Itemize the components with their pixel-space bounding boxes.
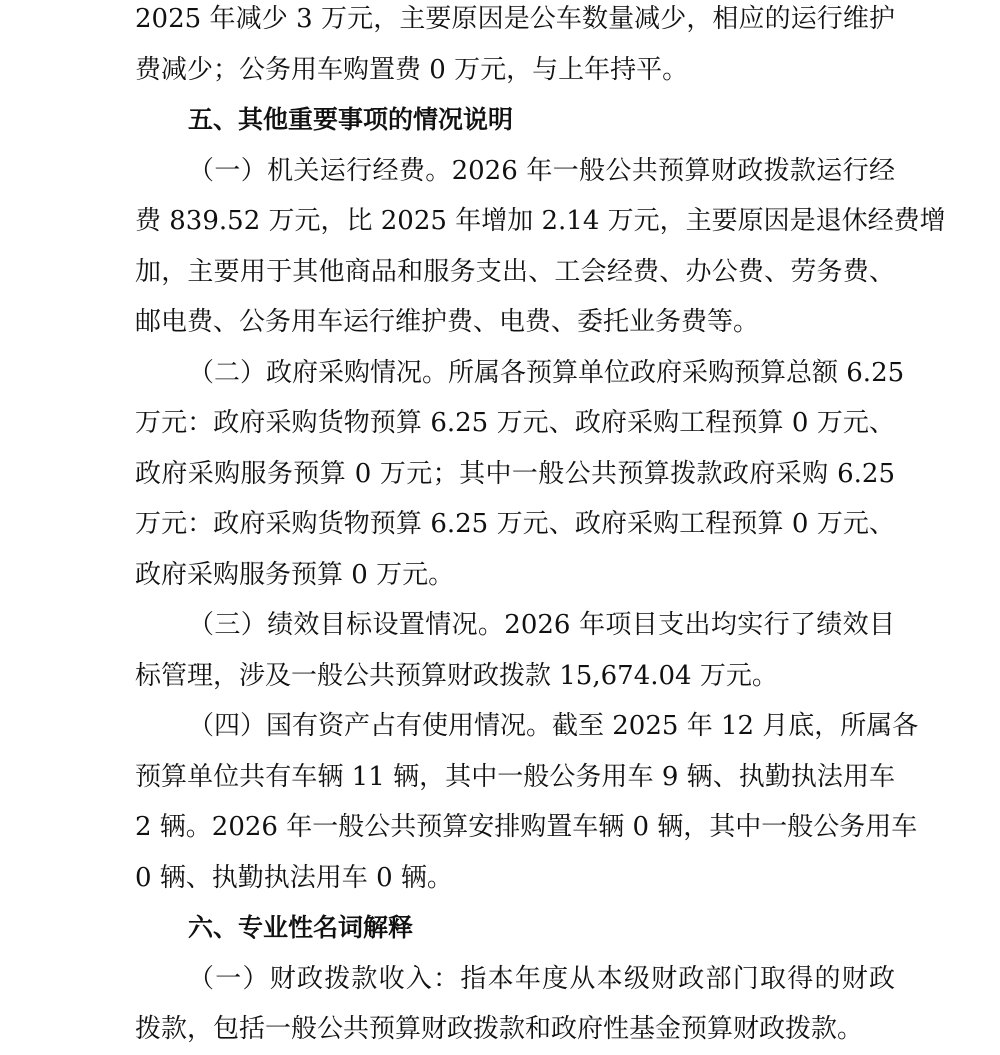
paragraph-line: 标管理，涉及一般公共预算财政拨款 15,674.04 万元。 — [135, 660, 778, 691]
paragraph-line: 万元：政府采购货物预算 6.25 万元、政府采购工程预算 0 万元、 — [135, 408, 895, 438]
paragraph-line: （三）绩效目标设置情况。2026 年项目支出均实行了绩效目 — [188, 610, 895, 640]
section-heading-5: 五、其他重要事项的情况说明 — [188, 105, 514, 134]
paragraph-line: 2025 年减少 3 万元，主要原因是公车数量减少，相应的运行维护 — [135, 4, 895, 34]
paragraph-line: （二）政府采购情况。所属各预算单位政府采购预算总额 6.25 — [188, 357, 905, 388]
paragraph-line: 拨款，包括一般公共预算财政拨款和政府性基金预算财政拨款。 — [135, 1014, 864, 1044]
paragraph-line: 费减少；公务用车购置费 0 万元，与上年持平。 — [135, 54, 689, 85]
document-page — [135, 0, 946, 1055]
section-heading-6: 六、专业性名词解释 — [188, 913, 414, 942]
paragraph-line: （一）财政拨款收入：指本年度从本级财政部门取得的财政 — [188, 963, 895, 994]
paragraph-line: 0 辆、执勤执法用车 0 辆。 — [135, 862, 453, 893]
paragraph-line: 政府采购服务预算 0 万元。 — [135, 559, 455, 590]
paragraph-line: 预算单位共有车辆 11 辆，其中一般公务用车 9 辆、执勤执法用车 — [135, 761, 895, 792]
paragraph-line: 2 辆。2026 年一般公共预算安排购置车辆 0 辆，其中一般公务用车 — [135, 812, 918, 842]
paragraph-line: （四）国有资产占有使用情况。截至 2025 年 12 月底，所属各 — [188, 711, 919, 741]
paragraph-line: （一）机关运行经费。2026 年一般公共预算财政拨款运行经 — [188, 155, 895, 186]
paragraph-line: 邮电费、公务用车运行维护费、电费、委托业务费等。 — [135, 307, 760, 337]
paragraph-line: 费 839.52 万元，比 2025 年增加 2.14 万元，主要原因是退休经费增 — [135, 206, 946, 236]
paragraph-line: 政府采购服务预算 0 万元；其中一般公共预算拨款政府采购 6.25 — [135, 458, 895, 489]
paragraph-line: 万元：政府采购货物预算 6.25 万元、政府采购工程预算 0 万元、 — [135, 509, 895, 539]
paragraph-line: 加，主要用于其他商品和服务支出、工会经费、办公费、劳务费、 — [135, 256, 895, 287]
